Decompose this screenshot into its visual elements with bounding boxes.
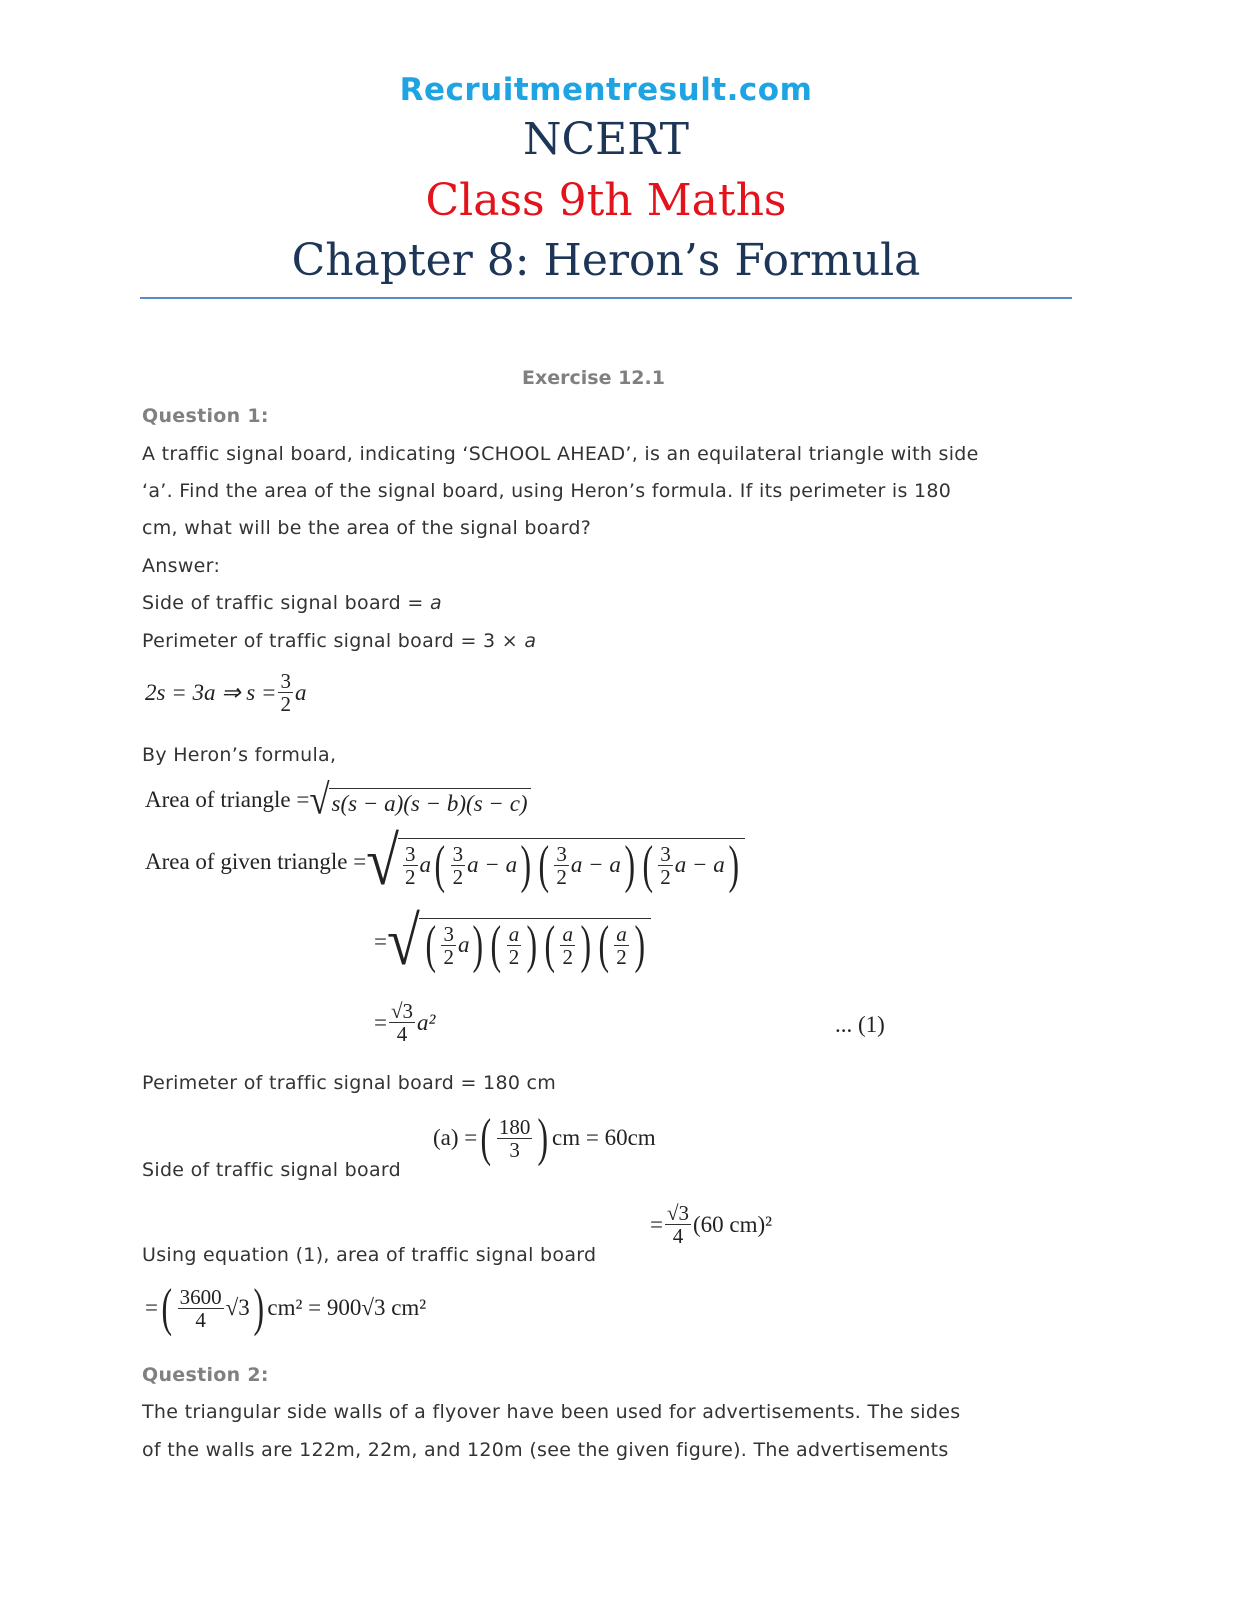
factor — [477, 1112, 552, 1165]
denominator: 2 — [405, 864, 416, 889]
factor — [158, 1282, 267, 1335]
fraction — [614, 923, 629, 968]
numerator: ( a — [508, 921, 520, 946]
numerator: ( 3 — [443, 921, 454, 946]
sqrt — [309, 775, 530, 823]
radicand — [419, 918, 652, 972]
denominator: 4 — [396, 1022, 408, 1047]
numerator: √3 — [390, 999, 414, 1023]
chapter-title: Chapter 8: Heron’s Formula — [291, 235, 921, 286]
eq-tail: a — [294, 679, 307, 705]
sqrt-icon: √ — [366, 822, 399, 899]
using-equation-label: Using equation (1), area of traffic signal board — [142, 1244, 597, 1266]
fraction — [560, 923, 575, 968]
term: a − a — [467, 852, 518, 878]
denominator: 2 — [562, 944, 573, 969]
factor — [487, 919, 541, 972]
fraction — [403, 843, 418, 888]
question-text-line: cm, what will be the area of the signal board? — [142, 517, 592, 539]
numerator: ( a — [616, 921, 627, 946]
numerator: ( a — [562, 921, 573, 946]
denominator: 2 — [443, 944, 454, 969]
question-2-label: Question 2: — [142, 1364, 269, 1386]
fraction — [278, 670, 293, 715]
sqrt — [386, 902, 651, 979]
fraction — [441, 923, 456, 968]
answer-label: Answer: — [142, 555, 221, 577]
denominator: 2 — [556, 864, 567, 889]
equation-semiperimeter — [145, 670, 306, 715]
equals: = — [374, 1009, 387, 1035]
fraction — [665, 1202, 691, 1247]
exercise-heading: Exercise 12.1 — [522, 367, 665, 389]
side-statement — [142, 592, 442, 614]
factor — [535, 839, 639, 892]
question-text-line: The triangular side walls of a flyover have been used for advertisements. The sides — [142, 1401, 961, 1423]
numerator: ( 3 — [660, 841, 671, 866]
fraction — [658, 843, 673, 888]
numerator: √3 — [666, 1201, 690, 1225]
term: √3 — [225, 1295, 250, 1321]
header-divider — [140, 297, 1072, 299]
fraction — [507, 923, 522, 968]
factor — [639, 839, 743, 892]
denominator: 4 — [195, 1307, 206, 1332]
numerator: ( 3 — [556, 841, 567, 866]
fraction — [451, 843, 466, 888]
denominator: 2 — [660, 864, 671, 889]
term: a² — [417, 1009, 436, 1035]
equation-area-result — [374, 1000, 435, 1045]
fraction — [497, 1116, 533, 1161]
radicand — [398, 838, 745, 892]
question-text-line: of the walls are 122m, 22m, and 120m (see the given figure). The advertisements — [142, 1439, 949, 1461]
equation-area-substitution — [650, 1202, 772, 1247]
equation-heron-formula — [145, 775, 531, 823]
numerator: ( 180 — [498, 1114, 531, 1139]
equation-side-length — [433, 1112, 656, 1165]
sqrt — [366, 822, 745, 899]
term: a — [457, 932, 470, 958]
numerator: 3 — [280, 669, 291, 693]
factor — [595, 919, 649, 972]
perimeter-text: Perimeter of traffic signal board = 3 × — [142, 630, 525, 652]
term: a − a — [674, 852, 725, 878]
doc-title: NCERT — [523, 114, 689, 165]
factor — [422, 919, 487, 972]
equals: = — [650, 1211, 663, 1237]
heron-intro: By Heron’s formula, — [142, 744, 337, 766]
eq-label: Area of given triangle = — [145, 848, 367, 874]
eq-label: Area of triangle = — [145, 787, 310, 813]
equals: = — [374, 928, 387, 954]
denominator: 2 — [452, 864, 464, 889]
denominator: 4 — [672, 1224, 684, 1249]
eq-lhs: 2s = 3a ⇒ s = — [145, 679, 277, 705]
perimeter-given: Perimeter of traffic signal board = 180 cm — [142, 1072, 557, 1094]
eq-lhs: (a) = — [433, 1125, 478, 1151]
numerator: 3 — [405, 841, 416, 866]
term: a − a — [570, 852, 621, 878]
denominator: 3 — [509, 1137, 520, 1162]
term: a — [419, 852, 431, 878]
question-text-line: A traffic signal board, indicating ‘SCHOOL AHEAD’, is an equilateral triangle with side — [142, 443, 979, 465]
denominator: 2 — [280, 692, 291, 717]
side-text: Side of traffic signal board = — [142, 592, 430, 614]
question-1-label: Question 1: — [142, 405, 269, 427]
factor — [541, 919, 595, 972]
factor — [431, 839, 535, 892]
site-name: Recruitmentresult.com — [399, 72, 813, 108]
equation-simplified — [374, 902, 651, 979]
term: cm = 60cm — [552, 1125, 656, 1151]
sqrt-icon: √ — [386, 902, 420, 979]
equation-final-area — [145, 1282, 426, 1335]
perimeter-statement — [142, 630, 536, 652]
side-var: a — [429, 592, 442, 614]
numerator: ( 3600 — [179, 1284, 222, 1309]
class-title: Class 9th Maths — [425, 175, 787, 226]
side-label: Side of traffic signal board — [142, 1159, 402, 1181]
sqrt-icon: √ — [309, 775, 330, 823]
equation-tag: ... (1) — [835, 1012, 885, 1037]
fraction — [389, 1000, 415, 1045]
equation-given-triangle — [145, 822, 745, 899]
term: (60 cm)² — [693, 1211, 773, 1237]
equals: = — [145, 1295, 158, 1321]
fraction — [178, 1286, 224, 1331]
denominator: 2 — [508, 944, 520, 969]
term: cm² = 900√3 cm² — [267, 1295, 427, 1321]
question-text-line: ‘a’. Find the area of the signal board, using Heron’s formula. If its perimeter is 180 — [142, 480, 952, 502]
perimeter-var: a — [524, 630, 537, 652]
fraction — [554, 843, 569, 888]
numerator: ( 3 — [452, 841, 464, 866]
radicand: s(s − a)(s − b)(s − c) — [329, 788, 531, 819]
denominator: 2 — [616, 944, 627, 969]
